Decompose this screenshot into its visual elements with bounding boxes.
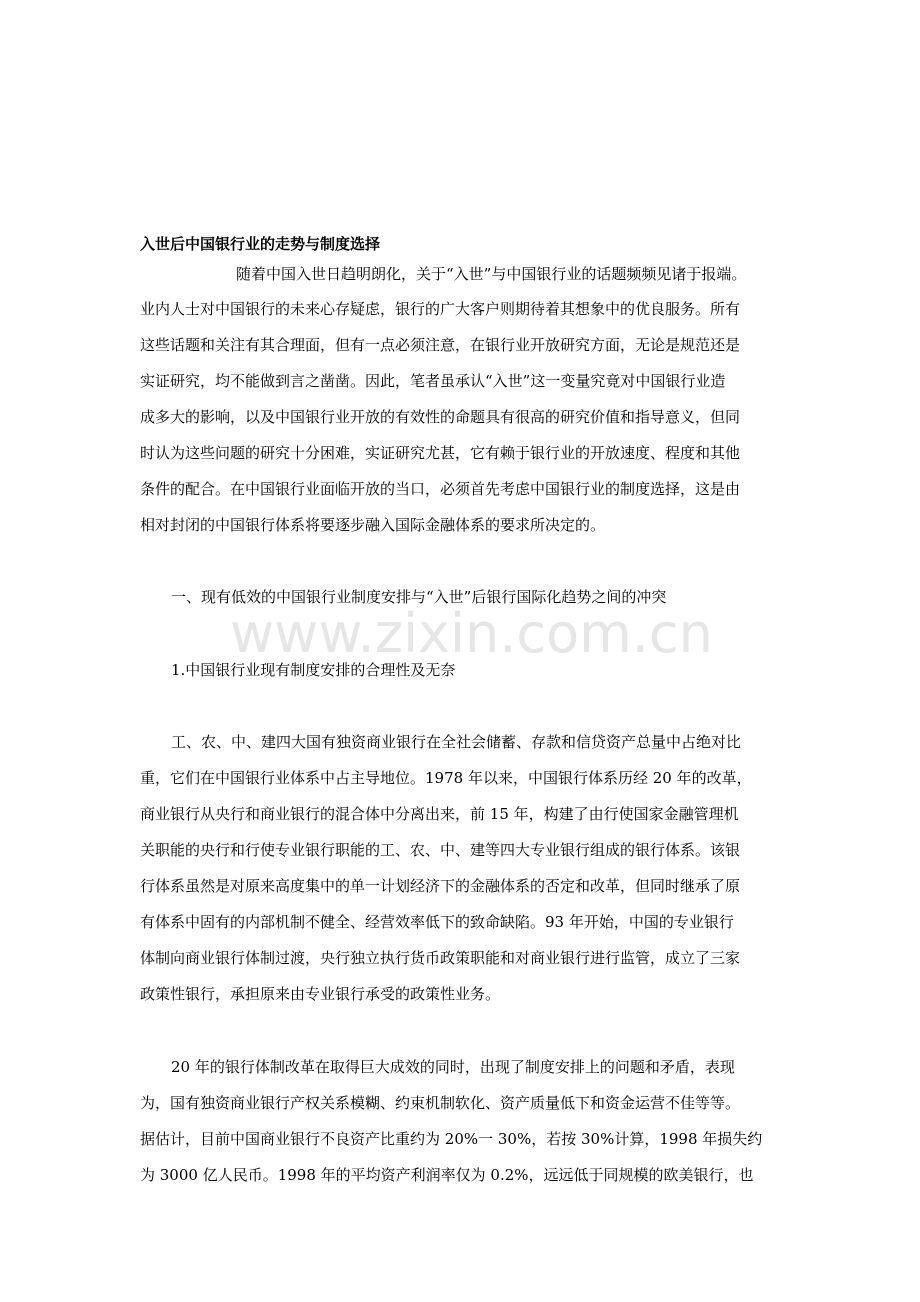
subsection-heading: 1.中国银行业现有制度安排的合理性及无奈	[171, 661, 456, 679]
body-line: 政策性银行，承担原来由专业银行承受的政策性业务。	[140, 985, 501, 1003]
body-line: 实证研究，均不能做到言之凿凿。因此，笔者虽承认“入世”这一变量究竟对中国银行业造	[140, 372, 726, 390]
body-line: 为 3000 亿人民币。1998 年的平均资产利润率仅为 0.2%，远远低于同规模的欧美银行，也	[140, 1166, 754, 1184]
body-line: 为，国有独资商业银行产权关系模糊、约束机制软化、资产质量低下和资金运营不佳等等。	[140, 1094, 741, 1112]
body-line: 关职能的央行和行使专业银行职能的工、农、中、建等四大专业银行组成的银行体系。该银	[140, 841, 741, 859]
body-line: 业内人士对中国银行的未来心存疑虑，银行的广大客户则期待着其想象中的优良服务。所有	[140, 300, 741, 318]
body-line: 工、农、中、建四大国有独资商业银行在全社会储蓄、存款和信贷资产总量中占绝对比	[171, 733, 742, 751]
body-line: 行体系虽然是对原来高度集中的单一计划经济下的金融体系的否定和改革，但同时继承了原	[140, 877, 741, 895]
body-line: 商业银行从央行和商业银行的混合体中分离出来，前 15 年，构建了由行使国家金融管理机	[140, 805, 739, 823]
body-line: 据估计，目前中国商业银行不良资产比重约为 20%一 30%，若按 30%计算，1998 年损失约	[140, 1130, 763, 1148]
body-line: 有体系中固有的内部机制不健全、经营效率低下的致命缺陷。93 年开始，中国的专业银行	[140, 913, 734, 931]
body-line: 重，它们在中国银行业体系中占主导地位。1978 年以来，中国银行体系历经 20 年的改革，	[140, 769, 752, 787]
body-line: 时认为这些问题的研究十分困难，实证研究尤甚，它有赖于银行业的开放速度、程度和其他	[140, 444, 741, 462]
body-line: 20 年的银行体制改革在取得巨大成效的同时，出现了制度安排上的问题和矛盾，表现	[171, 1058, 735, 1076]
watermark: www.zixin.com.cn	[230, 602, 713, 665]
section-heading: 一、现有低效的中国银行业制度安排与“入世”后银行国际化趋势之间的冲突	[171, 588, 667, 606]
body-line: 随着中国入世日趋明朗化，关于“入世”与中国银行业的话题频频见诸于报端。	[236, 265, 747, 283]
body-line: 体制向商业银行体制过渡，央行独立执行货币政策职能和对商业银行进行监管，成立了三家	[140, 949, 741, 967]
document-title: 入世后中国银行业的走势与制度选择	[140, 235, 381, 253]
body-line: 这些话题和关注有其合理面，但有一点必须注意，在银行业开放研究方面，无论是规范还是	[140, 336, 741, 354]
body-line: 条件的配合。在中国银行业面临开放的当口，必须首先考虑中国银行业的制度选择，这是由	[140, 480, 741, 498]
body-line: 成多大的影响，以及中国银行业开放的有效性的命题具有很高的研究价值和指导意义，但同	[140, 408, 741, 426]
body-line: 相对封闭的中国银行体系将要逐步融入国际金融体系的要求所决定的。	[140, 516, 606, 534]
